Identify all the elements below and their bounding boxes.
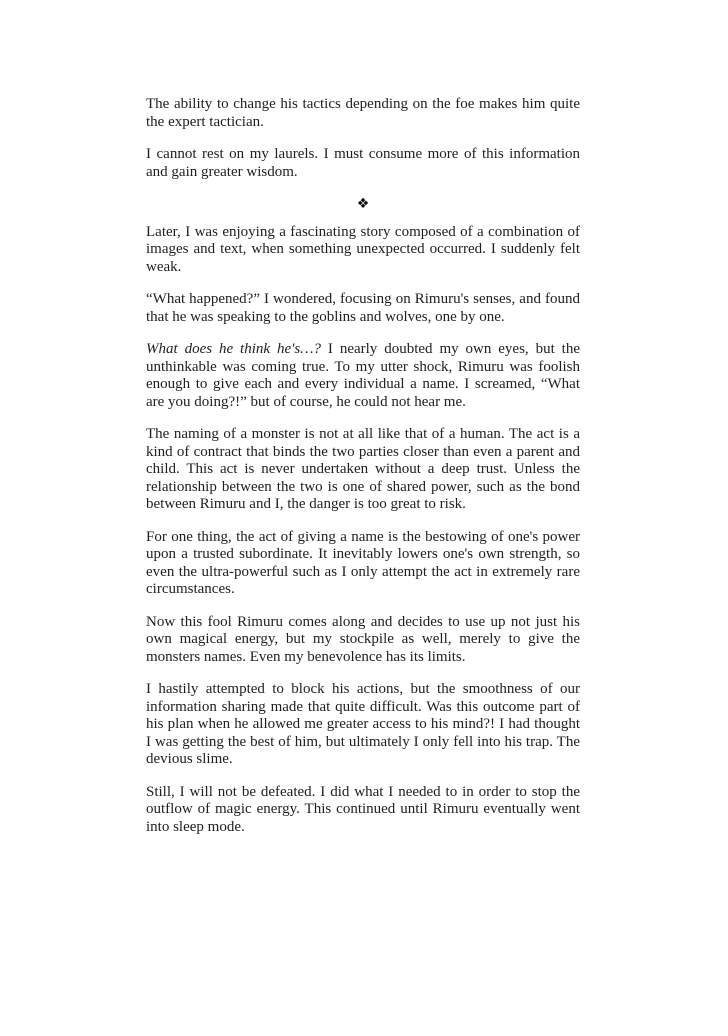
paragraph-5-rest: I nearly doubted my own eyes, but the unthinkable was coming true. To my utter shock, Rimuru was foolish enough to give each and every individual a name. I screamed, “What are you doing?!” but of course, he could not hear me. (146, 341, 580, 410)
paragraph-5 (146, 341, 580, 411)
paragraph-8: Now this fool Rimuru comes along and decides to use up not just his own magical energy, but my stockpile as well, merely to give the monsters names. Even my benevolence has its limits. (146, 613, 580, 665)
paragraph-3: Later, I was enjoying a fascinating story composed of a combination of images and text, when something unexpected occurred. I suddenly felt weak. (146, 223, 580, 275)
paragraph-9: I hastily attempted to block his actions, but the smoothness of our information sharing made that quite difficult. Was this outcome part of his plan when he allowed me greater access to his mind?! I had thought I was getting the best of him, but ultimately I only fell into his trap. The devious slime. (146, 681, 580, 767)
paragraph-2: I cannot rest on my laurels. I must consume more of this information and gain greater wisdom. (146, 146, 580, 180)
text-block (146, 96, 580, 851)
paragraph-1: The ability to change his tactics depending on the foe makes him quite the expert tactician. (146, 96, 580, 130)
paragraph-4: “What happened?” I wondered, focusing on Rimuru's senses, and found that he was speaking to the goblins and wolves, one by one. (146, 291, 580, 325)
paragraph-7: For one thing, the act of giving a name is the bestowing of one's power upon a trusted subordinate. It inevitably lowers one's own strength, so even the ultra-powerful such as I only attempt the act in extremely rare circumstances. (146, 528, 580, 597)
section-divider (146, 196, 580, 214)
paragraph-5-italic-lead: What does he think he's…? (146, 341, 321, 357)
paragraph-10: Still, I will not be defeated. I did what I needed to in order to stop the outflow of magic energy. This continued until Rimuru eventually went into sleep mode. (146, 783, 580, 835)
paragraph-6: The naming of a monster is not at all like that of a human. The act is a kind of contract that binds the two parties closer than even a parent and child. This act is never undertaken without a deep trust. Unless the relationship between the two is one of shared power, such as the bond between Rimuru and I, the danger is too great to risk. (146, 426, 580, 512)
diamond-divider-icon: ❖ (356, 196, 370, 212)
